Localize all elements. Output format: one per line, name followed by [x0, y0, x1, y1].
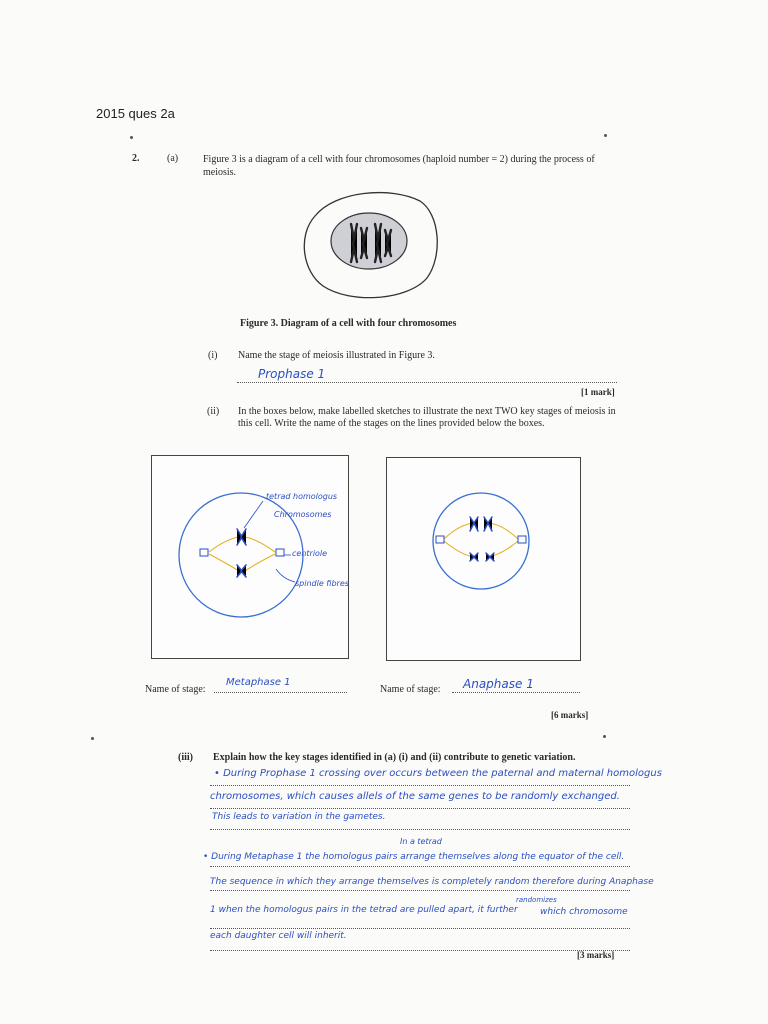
part-i-answer: Prophase 1 [258, 367, 326, 381]
part-iii-label: (iii) [178, 752, 193, 763]
part-iii-prompt: Explain how the key stages identified in (a) (i) and (ii) contribute to genetic variation. [213, 752, 576, 763]
part-i-marks: [1 mark] [581, 387, 615, 397]
insert-randomizes: randomizes [516, 896, 557, 904]
label-tetrad-line1: tetrad homologus [266, 492, 338, 501]
label-spindle-fibres: spindle fibres [295, 579, 349, 588]
scan-dot [91, 737, 94, 740]
part-i-answer-line [237, 382, 617, 383]
insert-tetrad: In a tetrad [400, 837, 442, 846]
anaphase-sketch [386, 457, 579, 659]
part-ii-label: (ii) [207, 406, 220, 417]
question-number: 2. [132, 153, 140, 164]
part-i-label: (i) [208, 350, 218, 361]
stage-1-answer: Metaphase 1 [226, 677, 291, 688]
label-tetrad-line2: Chromosomes [274, 510, 332, 519]
part-ii-prompt: In the boxes below, make labelled sketches to illustrate the next TWO key stages of meiosis in this cell. Write the name of the stages on the lines provided below the boxes. [238, 406, 616, 429]
answer-text-2: chromosomes, which causes allels of the same genes to be randomly exchanged. [210, 791, 620, 802]
stage-label-1: Name of stage: [145, 684, 206, 695]
answer-text-6: 1 when the homologus pairs in the tetrad are pulled apart, it further [210, 905, 518, 915]
answer-text-1: • During Prophase 1 crossing over occurs between the paternal and maternal homologus [214, 768, 662, 779]
part-iii-marks: [3 marks] [577, 950, 615, 960]
scan-dot [130, 136, 133, 139]
answer-text-7: each daughter cell will inherit. [210, 931, 347, 941]
stage-line-2 [452, 692, 580, 693]
question-part: (a) [167, 153, 179, 164]
part-i-prompt: Name the stage of meiosis illustrated in Figure 3. [238, 350, 435, 361]
figure-caption: Figure 3. Diagram of a cell with four chromosomes [240, 318, 457, 329]
insert-which-chromosome: which chromosome [540, 907, 628, 917]
answer-text-3: This leads to variation in the gametes. [212, 812, 386, 822]
stage-2-answer: Anaphase 1 [463, 677, 534, 691]
answer-text-5: The sequence in which they arrange themselves is completely random therefore during Anaphase [210, 877, 654, 887]
answer-text-4: • During Metaphase 1 the homologus pairs arrange themselves along the equator of the cell. [203, 852, 625, 862]
question-intro: Figure 3 is a diagram of a cell with four chromosomes (haploid number = 2) during the process of meiosis. [203, 154, 595, 178]
page-heading: 2015 ques 2a [96, 106, 175, 121]
stage-line-1 [214, 692, 347, 693]
part-ii-marks: [6 marks] [551, 710, 589, 720]
label-centriole: centriole [292, 549, 328, 558]
figure-3-cell-diagram [295, 186, 445, 304]
scan-dot [604, 134, 607, 137]
scan-dot [603, 735, 606, 738]
stage-label-2: Name of stage: [380, 684, 441, 695]
